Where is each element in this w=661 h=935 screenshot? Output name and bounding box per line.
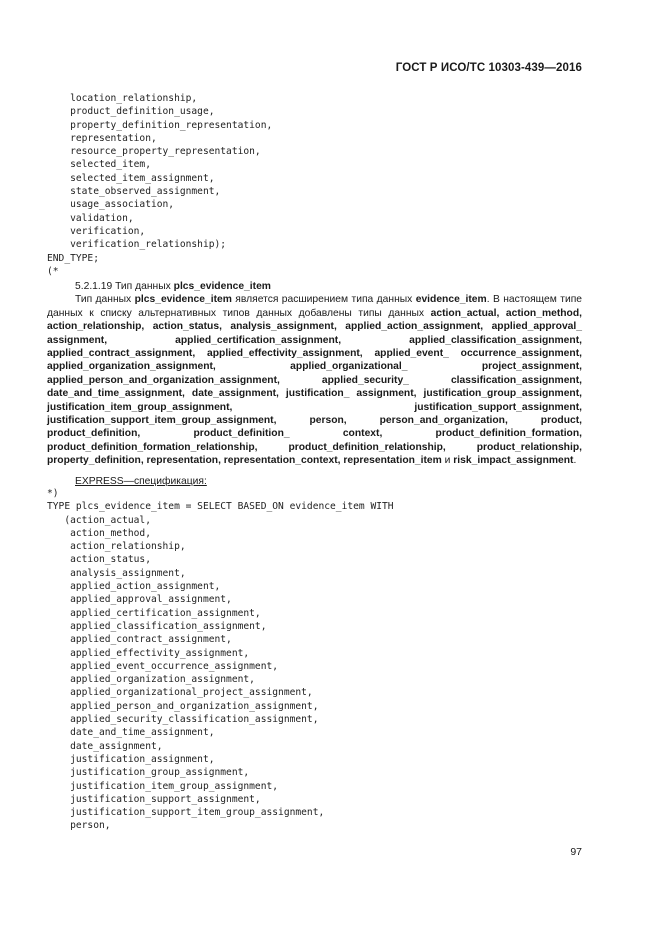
code-line: justification_assignment,: [70, 753, 215, 765]
para-text: . В настоящем типе данных к списку альтернативных типов данных добавлены типы данных: [47, 294, 582, 319]
code-line: analysis_assignment,: [70, 567, 186, 579]
code-line: product_definition_usage,: [70, 106, 215, 118]
section-text: [47, 280, 582, 488]
code-line: applied_classification_assignment,: [70, 620, 267, 632]
section-heading-prefix: Тип данных: [115, 281, 171, 292]
code-line: (*: [47, 265, 59, 277]
code-line: applied_organization_assignment,: [70, 674, 255, 686]
express-code-block-main: [47, 487, 394, 833]
code-line: representation,: [70, 132, 157, 144]
code-line: selected_item_assignment,: [70, 172, 215, 184]
code-line: applied_action_assignment,: [70, 581, 221, 593]
code-line: location_relationship,: [70, 93, 198, 104]
code-line: applied_approval_assignment,: [70, 594, 232, 606]
para-type-list: action_actual, action_method, action_relationship, action_status, analysis_assignment, applied_action_assignment, applied_approval_ assignment, applied_certification_assignment, applied_classification_assignment, applied_contract_assignment, applied_effectivity_assignment, applied_event_ occurrence_assignment, applied_organization_assignment, applied_organizational_ project_assignment, applied_person_and_organization_assignment, applied_security_ classification_assignment, date_and_time_assignment, date_assignment, justification_ assignment, justification_group_assignment, justification_item_group_assignment, justification_support_assignment, justification_support_item_group_assignment, person, person_and_organization, product, product_definition, product_definition_ context, product_definition_formation, product_definition_formation_relationship, product_definition_relationship, product_relationship, property_definition, representation, representation_context, representation_item: [47, 307, 582, 467]
code-line: applied_organizational_project_assignment,: [70, 687, 313, 699]
para-text: .: [573, 455, 577, 467]
para-text: является расширением типа данных: [231, 294, 416, 306]
code-line: applied_certification_assignment,: [70, 607, 261, 619]
code-line: justification_item_group_assignment,: [70, 780, 279, 792]
code-line: resource_property_representation,: [70, 146, 261, 158]
para-text: и: [441, 455, 454, 467]
section-heading: [47, 280, 582, 293]
code-line: usage_association,: [70, 199, 175, 211]
code-line: state_observed_assignment,: [70, 186, 221, 198]
para-type-name: risk_impact_assignment: [453, 455, 574, 467]
code-line: *): [47, 488, 59, 499]
code-line: applied_event_occurrence_assignment,: [70, 660, 279, 672]
code-line: applied_person_and_organization_assignment,: [70, 700, 319, 712]
code-line: selected_item,: [70, 159, 151, 171]
code-line: validation,: [70, 212, 134, 224]
code-line: (action_actual,: [64, 514, 151, 526]
code-line: verification_relationship);: [70, 239, 227, 251]
code-line: applied_effectivity_assignment,: [70, 647, 250, 659]
code-line: date_assignment,: [70, 740, 163, 752]
para-type-name: plcs_evidence_item: [134, 294, 232, 306]
code-line: justification_group_assignment,: [70, 767, 250, 779]
code-line: action_method,: [70, 527, 151, 539]
code-line: TYPE plcs_evidence_item = SELECT BASED_ON evidence_item WITH: [47, 501, 394, 513]
code-line: END_TYPE;: [47, 252, 99, 264]
code-line: property_definition_representation,: [70, 119, 273, 131]
section-number: 5.2.1.19: [75, 281, 113, 292]
code-line: person,: [70, 820, 111, 832]
code-line: applied_contract_assignment,: [70, 634, 232, 646]
code-line: applied_security_classification_assignment,: [70, 714, 319, 726]
code-line: action_relationship,: [70, 541, 186, 553]
code-line: action_status,: [70, 554, 151, 566]
code-line: verification,: [70, 225, 146, 237]
para-text: Тип данных: [75, 294, 135, 306]
code-line: justification_support_assignment,: [70, 793, 261, 805]
code-line: date_and_time_assignment,: [70, 727, 215, 739]
express-spec-label: EXPRESS—спецификация:: [75, 475, 207, 487]
document-header: ГОСТ Р ИСО/ТС 10303-439—2016: [395, 62, 582, 74]
code-line: justification_support_item_group_assignment,: [70, 807, 325, 819]
express-code-block-top: [47, 92, 272, 278]
page-number: 97: [570, 846, 582, 858]
para-type-name: evidence_item: [415, 294, 487, 306]
section-paragraph: [47, 293, 582, 467]
section-heading-name: plcs_evidence_item: [173, 281, 271, 292]
